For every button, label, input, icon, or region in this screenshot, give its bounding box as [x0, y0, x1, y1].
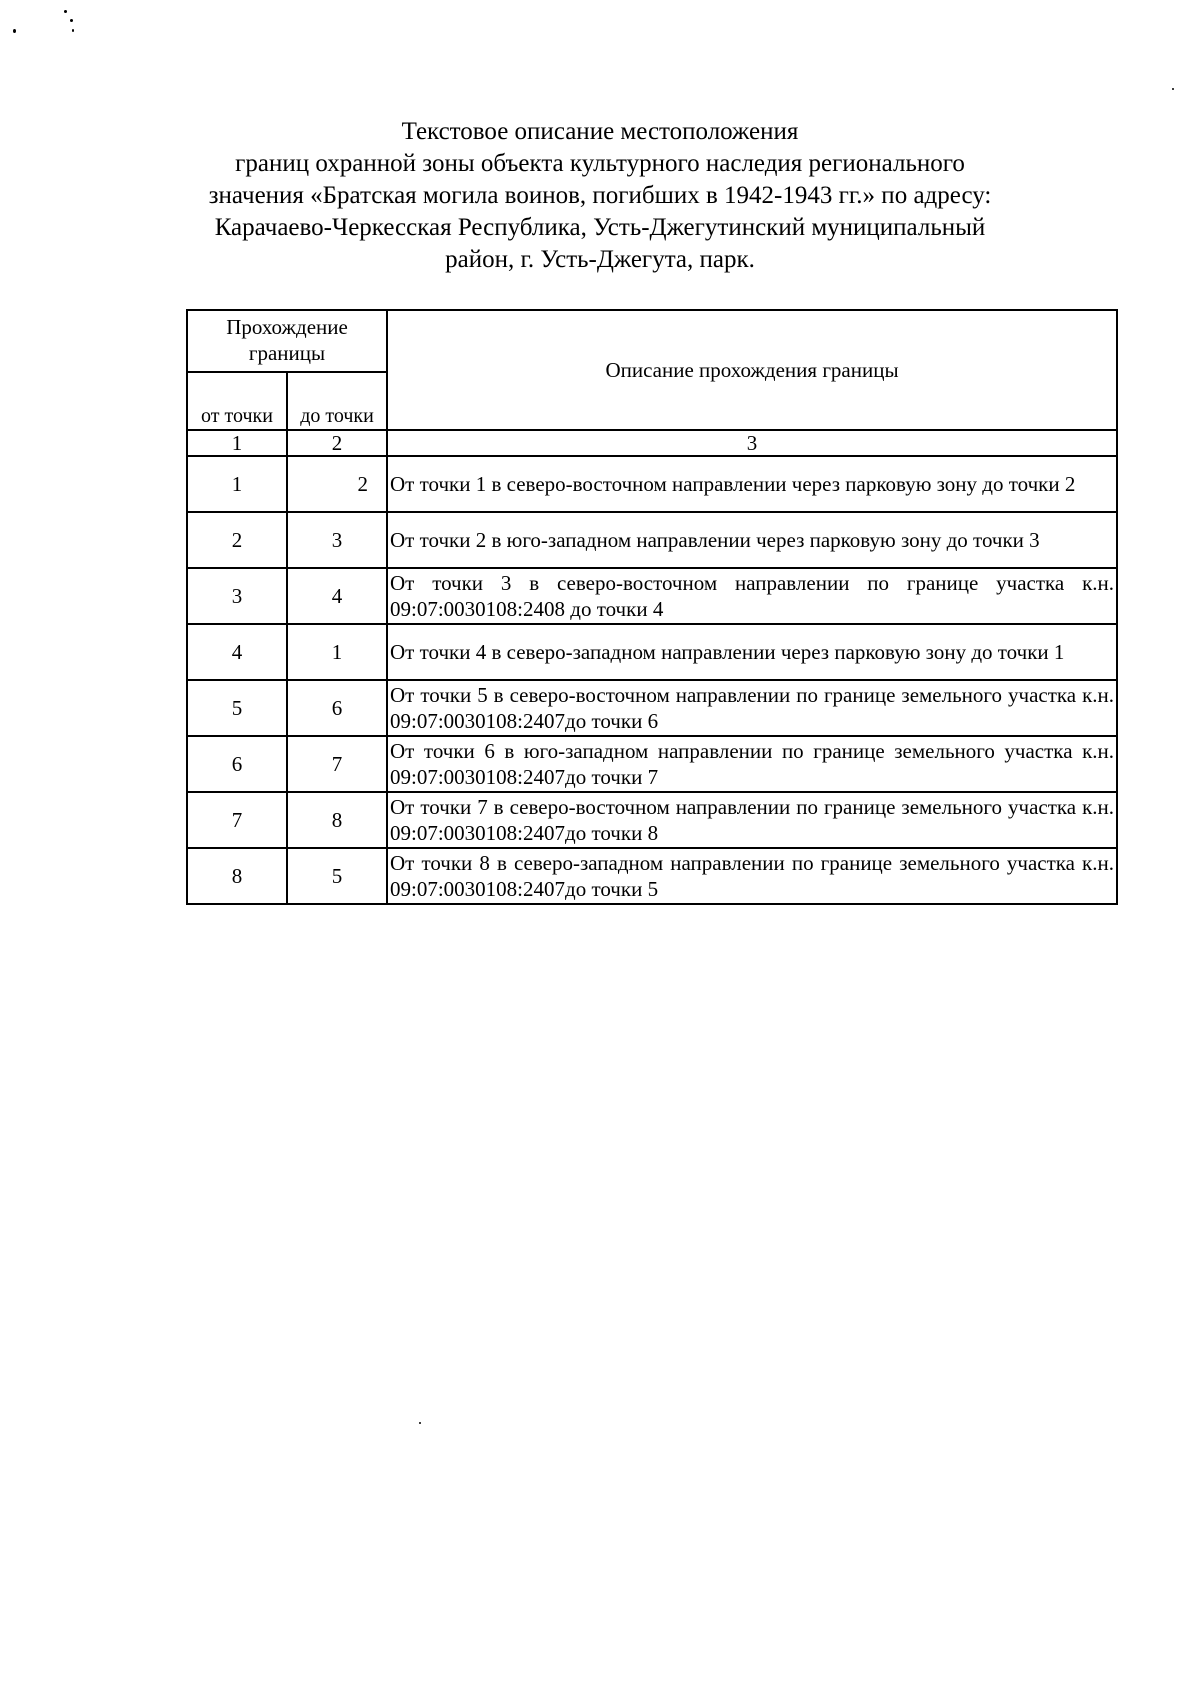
column-number: 2 [287, 430, 387, 456]
from-point-cell: 1 [187, 456, 287, 512]
description-cell: От точки 2 в юго-западном направлении через парковую зону до точки 3 [387, 512, 1117, 568]
to-point-cell: 8 [287, 792, 387, 848]
document-title [150, 116, 1050, 276]
to-point-cell: 3 [287, 512, 387, 568]
table-row [187, 792, 1117, 848]
scan-speck [70, 19, 73, 22]
to-point-cell: 1 [287, 624, 387, 680]
to-point-cell: 6 [287, 680, 387, 736]
to-point-cell: 4 [287, 568, 387, 624]
scan-speck [419, 1422, 421, 1424]
table-row [187, 568, 1117, 624]
header-boundary-passage: Прохождение границы [187, 310, 387, 372]
scan-speck [13, 29, 16, 33]
from-point-cell: 2 [187, 512, 287, 568]
title-line: Текстовое описание местоположения [401, 118, 799, 145]
boundary-table [186, 309, 1118, 905]
title-line: район, г. Усть-Джегута, парк. [445, 246, 755, 273]
description-cell: От точки 6 в юго-западном направлении по границе земельного участка к.н. 09:07:0030108:2407до точки 7 [387, 736, 1117, 792]
description-cell: От точки 8 в северо-западном направлении по границе земельного участка к.н. 09:07:0030108:2407до точки 5 [387, 848, 1117, 904]
table-row [187, 512, 1117, 568]
to-point-cell: 5 [287, 848, 387, 904]
table-header-row [187, 310, 1117, 372]
description-cell: От точки 3 в северо-восточном направлении по границе участка к.н. 09:07:0030108:2408 до точки 4 [387, 568, 1117, 624]
to-point-cell: 7 [287, 736, 387, 792]
from-point-cell: 8 [187, 848, 287, 904]
table-row [187, 624, 1117, 680]
header-description: Описание прохождения границы [387, 310, 1117, 430]
from-point-cell: 5 [187, 680, 287, 736]
header-from-point: от точки [187, 372, 287, 430]
column-number: 3 [387, 430, 1117, 456]
from-point-cell: 4 [187, 624, 287, 680]
scan-speck [72, 29, 74, 32]
scan-speck [64, 10, 67, 13]
from-point-cell: 6 [187, 736, 287, 792]
title-line: Карачаево-Черкесская Республика, Усть-Джегутинский муниципальный [214, 214, 986, 241]
from-point-cell: 3 [187, 568, 287, 624]
description-cell: От точки 7 в северо-восточном направлении по границе земельного участка к.н. 09:07:0030108:2407до точки 8 [387, 792, 1117, 848]
table-row [187, 456, 1117, 512]
title-line: значения «Братская могила воинов, погибших в 1942-1943 гг.» по адресу: [208, 182, 992, 209]
description-cell: От точки 4 в северо-западном направлении через парковую зону до точки 1 [387, 624, 1117, 680]
scan-speck [1172, 88, 1174, 90]
column-number-row [187, 430, 1117, 456]
table-row [187, 848, 1117, 904]
boundary-table-wrapper [186, 309, 1118, 905]
table-row [187, 736, 1117, 792]
from-point-cell: 7 [187, 792, 287, 848]
column-number: 1 [187, 430, 287, 456]
table-row [187, 680, 1117, 736]
header-to-point: до точки [287, 372, 387, 430]
to-point-cell: 2 [287, 456, 387, 512]
description-cell: От точки 1 в северо-восточном направлении через парковую зону до точки 2 [387, 456, 1117, 512]
title-line: границ охранной зоны объекта культурного наследия регионального [235, 150, 965, 177]
description-cell: От точки 5 в северо-восточном направлении по границе земельного участка к.н. 09:07:0030108:2407до точки 6 [387, 680, 1117, 736]
